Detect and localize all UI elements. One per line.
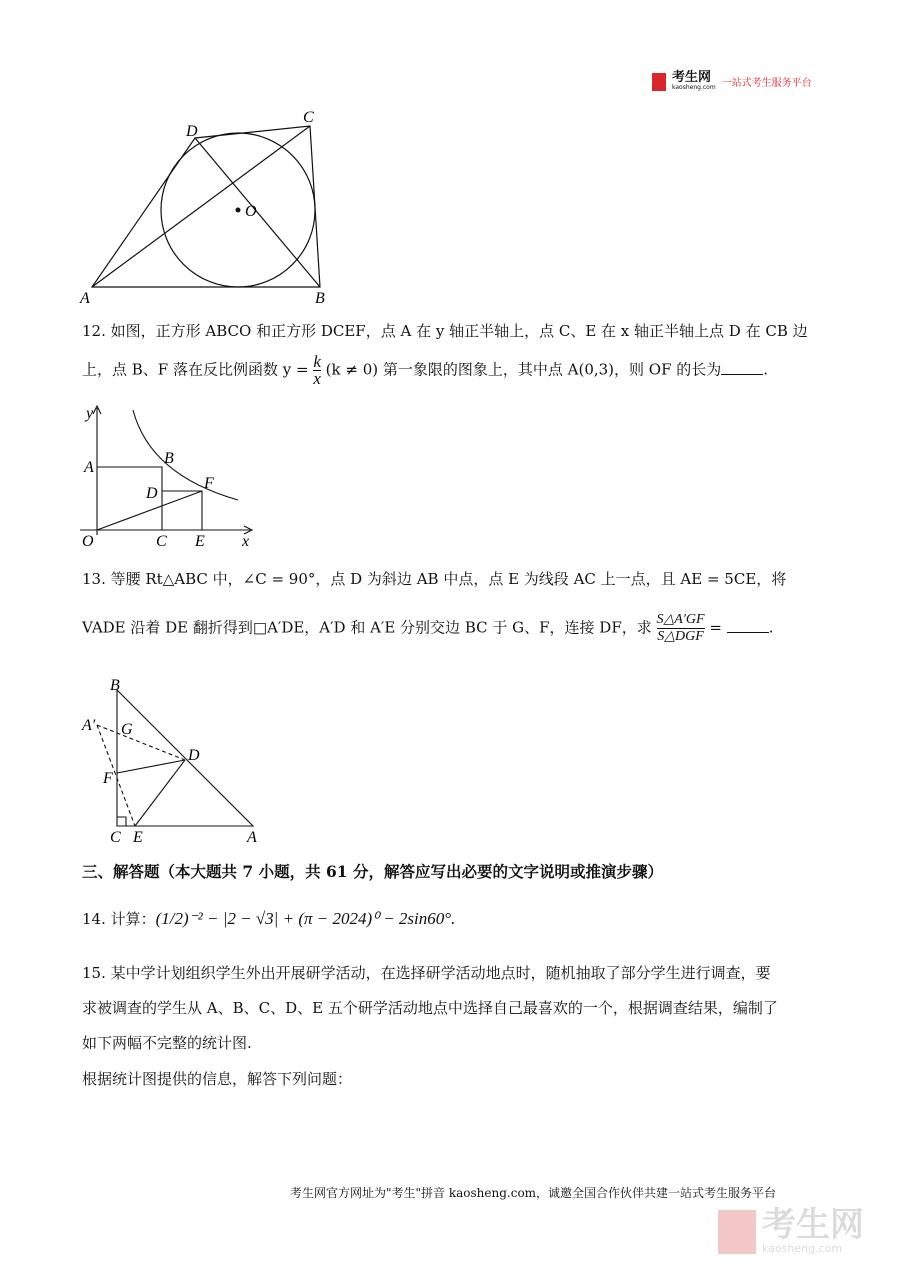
watermark-text: 考生网: [762, 1205, 864, 1245]
frac-den: S△DGF: [657, 629, 704, 644]
label-E: E: [133, 829, 143, 846]
label-A: A: [247, 829, 257, 846]
frac-num: S△A′GF: [656, 612, 705, 627]
brand-slogan: 一站式考生服务平台: [721, 78, 812, 89]
q13-eq: =: [709, 618, 722, 637]
brand-name: 考生网: [672, 70, 712, 85]
figure-circle-quadrilateral: [0, 0, 900, 320]
label-x: x: [242, 533, 250, 550]
label-E: E: [195, 533, 205, 550]
section-3-heading: 三、解答题（本大题共 7 小题，共 61 分，解答应写出必要的文字说明或推演步骤）: [82, 862, 663, 881]
q13-text: VADE 沿着 DE 翻折得到□A′DE，A′D 和 A′E 分别交边 BC 于 G、F，连接 DF，求: [82, 618, 652, 637]
area-ratio-fraction: [657, 612, 705, 645]
label-A: A: [80, 290, 90, 307]
figure-triangle-fold: [0, 670, 300, 850]
answer-blank: [721, 374, 763, 375]
label-C: C: [110, 829, 121, 846]
label-F: F: [204, 475, 214, 492]
frac-den: x: [313, 369, 321, 388]
q15-line4: 根据统计图提供的信息，解答下列问题：: [82, 1070, 353, 1088]
label-O: O: [82, 533, 94, 550]
q14: [82, 908, 455, 929]
label-B: B: [315, 290, 325, 307]
fraction-k-over-x: [313, 354, 321, 387]
q14-prefix: 14. 计算：: [82, 910, 156, 928]
figure-coordinate-squares: [0, 400, 300, 560]
q13-line1: 13. 等腰 Rt△ABC 中，∠C = 90°，点 D 为斜边 AB 中点，点 E 为线段 AC 上一点，且 AE = 5CE，将: [82, 570, 787, 588]
answer-blank: [727, 632, 769, 633]
label-B: B: [164, 450, 174, 467]
q12-line2: [82, 354, 768, 387]
label-C: C: [156, 533, 167, 550]
footer-text: 考生网官方网址为"考生"拼音 kaosheng.com，诚邀全国合作伙伴共建一站式考生服务平台: [290, 1186, 777, 1200]
q13-end: .: [768, 618, 774, 637]
label-F: F: [103, 770, 113, 787]
q12-line1: 12. 如图，正方形 ABCO 和正方形 DCEF，点 A 在 y 轴正半轴上，点 C、E 在 x 轴正半轴上点 D 在 CB 边: [82, 322, 808, 340]
label-D: D: [186, 123, 198, 140]
watermark: [718, 1205, 864, 1255]
q12-text: 上，点 B、F 落在反比例函数 y =: [82, 360, 309, 379]
q15-line2: 求被调查的学生从 A、B、C、D、E 五个研学活动地点中选择自己最喜欢的一个，根据调查结果，编制了: [82, 999, 778, 1017]
q12-end: .: [763, 360, 769, 379]
label-B: B: [110, 677, 120, 694]
q15-line3: 如下两幅不完整的统计图.: [82, 1034, 252, 1052]
watermark-logo-icon: [718, 1210, 756, 1254]
label-C: C: [303, 109, 314, 126]
frac-num: k: [313, 352, 321, 371]
q14-expression: (1/2)⁻² − |2 − √3| + (π − 2024)⁰ − 2sin60°.: [155, 909, 456, 928]
label-D: D: [146, 485, 158, 502]
watermark-domain: kaosheng.com: [762, 1242, 843, 1255]
q15-line1: 15. 某中学计划组织学生外出开展研学活动，在选择研学活动地点时，随机抽取了部分学生进行调查，要: [82, 964, 771, 982]
q13-line2: [82, 612, 773, 645]
label-A-prime: A′: [82, 717, 96, 734]
label-y: y: [86, 405, 94, 422]
label-O: O: [245, 203, 257, 220]
label-D: D: [188, 747, 200, 764]
brand-domain: kaosheng.com: [672, 84, 716, 91]
label-G: G: [121, 721, 133, 738]
q12-text2: (k ≠ 0) 第一象限的图象上，其中点 A(0,3)，则 OF 的长为: [325, 360, 722, 379]
label-A: A: [84, 459, 94, 476]
